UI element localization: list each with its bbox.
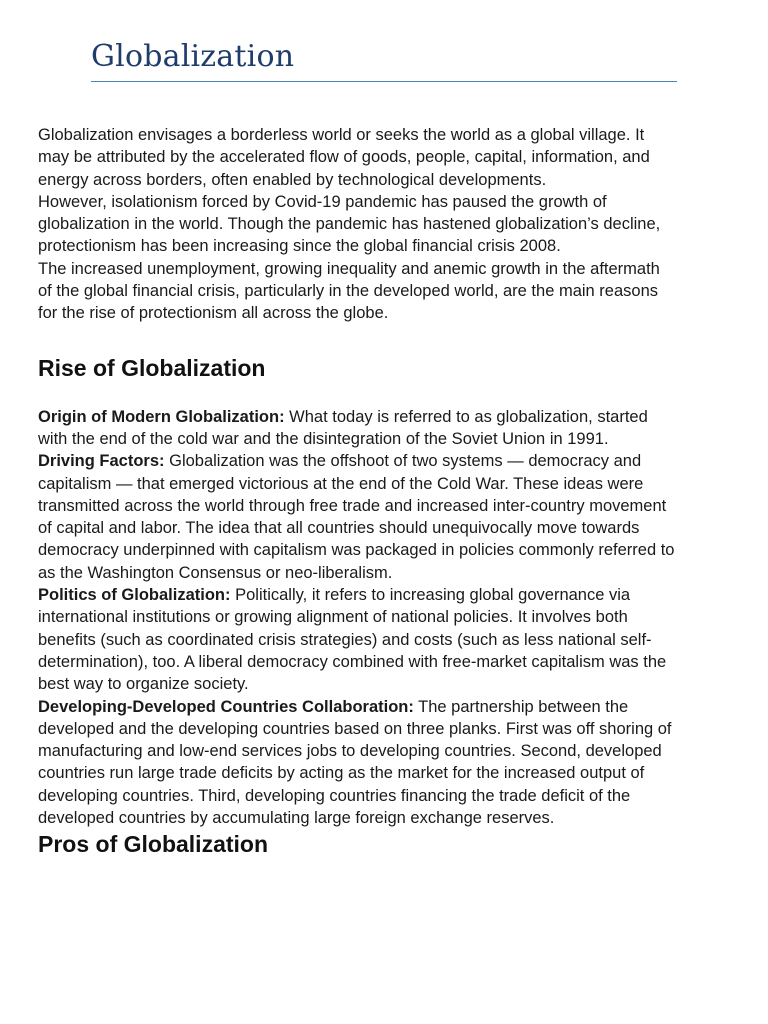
rise-heading: Rise of Globalization	[38, 354, 266, 381]
intro-paragraph: The increased unemployment, growing inequality and anemic growth in the aftermath of the global financial crisis, particularly in the developed world, are the main reasons for the rise of protectionism all across the globe.	[38, 259, 660, 323]
rise-item-text: What today is referred to as globalization, started with the end of the cold war and the disintegration of the Soviet Union in 1991.	[38, 407, 648, 448]
rise-item-text: Globalization was the offshoot of two systems — democracy and capitalism — that emerged victorious at the end of the Cold War. These ideas were transmitted across the world through free trade and increased inter-country movement of capital and labor. The idea that all countries should unequivocally move towards democracy underpinned with capitalism was packaged in policies commonly referred to as the Washington Consensus or neo-liberalism.	[38, 452, 675, 582]
rise-item-politics	[38, 584, 678, 695]
intro-paragraph: However, isolationism forced by Covid-19 pandemic has paused the growth of globalization in the world. Though the pandemic has hastened globalization’s decline, protectionism has been increasing since the global financial crisis 2008.	[38, 192, 661, 256]
rise-item-driving-factors	[38, 450, 678, 584]
pros-heading: Pros of Globalization	[38, 831, 269, 858]
rise-item-origin	[38, 406, 678, 451]
rise-item-term: Driving Factors:	[38, 452, 165, 471]
rise-item-collaboration	[38, 696, 678, 830]
document-body	[38, 124, 678, 859]
page-title: Globalization	[91, 39, 295, 74]
intro-paragraph: Globalization envisages a borderless world or seeks the world as a global village. It may be attributed by the accelerated flow of goods, people, capital, information, and energy across borders, often enabled by technological developments.	[38, 126, 650, 189]
rise-item-text: The partnership between the developed and the developing countries based on three planks. First was off shoring of manufacturing and low-end services jobs to developing countries. Second, developed countries run large trade deficits by acting as the market for the increased output of developing countries. Third, developing countries financing the trade deficit of the developed countries by accumulating large foreign exchange reserves.	[38, 697, 672, 828]
rise-item-term: Developing-Developed Countries Collaboration:	[38, 697, 414, 716]
intro-section	[38, 124, 678, 325]
rise-item-text: Politically, it refers to increasing global governance via international institutions or growing alignment of national policies. It involves both benefits (such as coordinated crisis strategies) and costs (such as less national self-determination), too. A liberal democracy combined with free-market capitalism was the best way to organize society.	[38, 586, 667, 694]
rise-item-term: Origin of Modern Globalization:	[38, 407, 285, 426]
title-divider	[91, 81, 677, 82]
rise-section	[38, 406, 678, 830]
rise-item-term: Politics of Globalization:	[38, 586, 231, 605]
